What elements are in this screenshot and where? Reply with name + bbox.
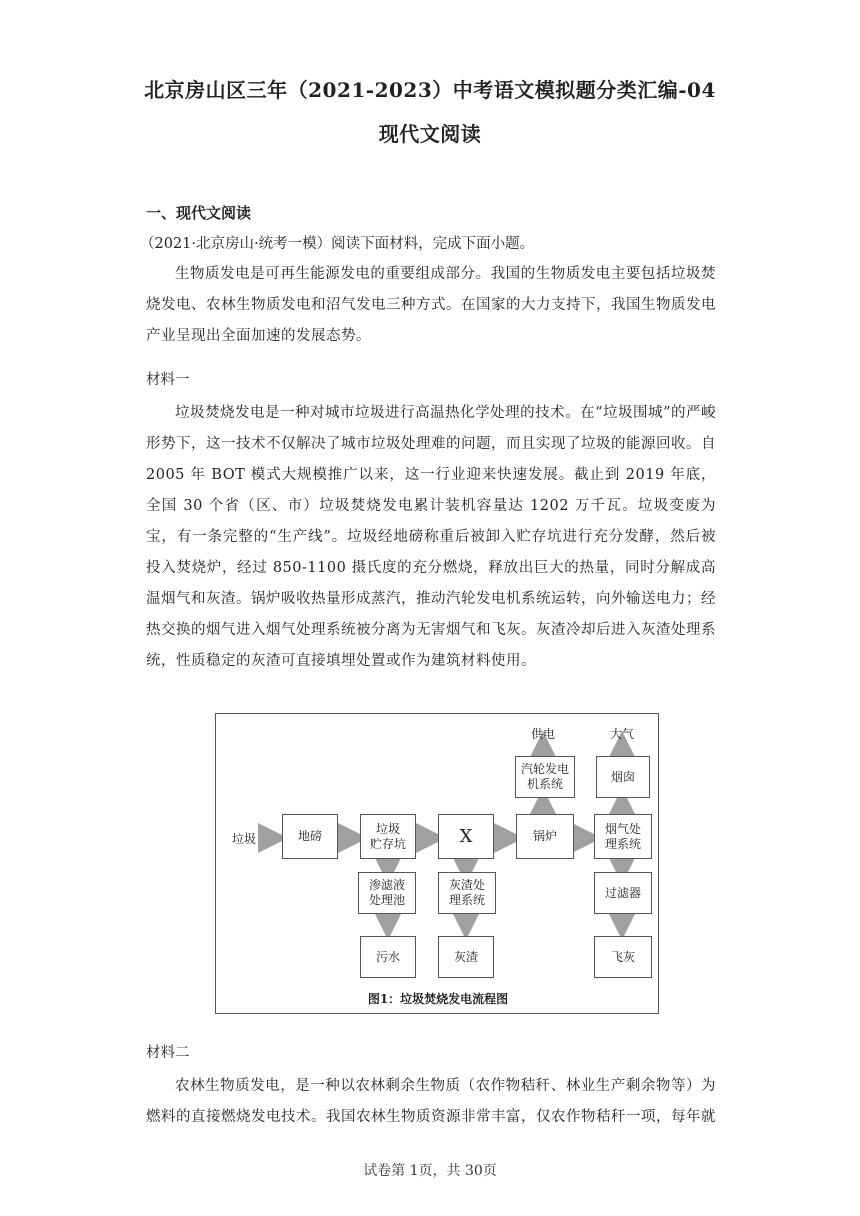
- flow-box-turbine: 汽轮发电 机系统: [515, 756, 575, 798]
- flow-box-flue-gas: 烟气处 理系统: [594, 814, 652, 859]
- flow-box-ash-system: 灰渣处 理系统: [438, 872, 496, 914]
- figure-caption: 图1：垃圾焚烧发电流程图: [367, 992, 509, 1006]
- flow-box-filter: 过滤器: [594, 872, 652, 914]
- flow-box-leachate: 渗滤液 处理池: [358, 872, 416, 914]
- flow-box-fly-ash: 飞灰: [594, 936, 652, 978]
- flow-box-x: X: [438, 814, 494, 859]
- flow-box-boiler: 锅炉: [516, 814, 574, 859]
- flow-box-storage-pit: 垃圾 贮存坑: [360, 814, 416, 859]
- flow-box-ash: 灰渣: [438, 936, 494, 978]
- section-heading: 一、现代文阅读: [146, 204, 252, 222]
- material-2-paragraph: 农林生物质发电，是一种以农林剩余生物质（农作物秸秆、林业生产剩余物等）为燃料的直接燃烧发电技术。我国农林生物质资源非常丰富，仅农作物秸秆一项，每年就: [146, 1078, 716, 1125]
- page-title-line-2: 现代文阅读: [378, 122, 482, 146]
- flow-label-power: 供电: [531, 727, 556, 741]
- flow-box-chimney: 烟囱: [596, 756, 650, 798]
- flowchart-figure: [215, 713, 659, 1014]
- flow-box-dibang: 地磅: [282, 814, 338, 859]
- material-1-label: 材料一: [146, 372, 190, 388]
- page-footer: 试卷第 1页，共 30页: [363, 1163, 497, 1179]
- page-title-line-1: 北京房山区三年（2021-2023）中考语文模拟题分类汇编-04: [144, 78, 716, 102]
- flow-label-atmosphere: 大气: [610, 727, 635, 741]
- intro-paragraph: 生物质发电是可再生能源发电的重要组成部分。我国的生物质发电主要包括垃圾焚烧发电、农林生物质发电和沼气发电三种方式。在国家的大力支持下，我国生物质发电产业呈现出全面加速的发展态势。: [146, 266, 716, 344]
- material-2-label: 材料二: [146, 1045, 190, 1061]
- flow-label-input: 垃圾: [232, 832, 257, 846]
- material-1-paragraph: 垃圾焚烧发电是一种对城市垃圾进行高温热化学处理的技术。在“垃圾围城”的严峻形势下，这一技术不仅解决了城市垃圾处理难的问题，而且实现了垃圾的能源回收。自 2005 年 BOT 模式大规模推广以来，这一行业迎来快速发展。截止到 2019 年底，全国 30 个省（区、市）垃圾焚烧发电累计装机容量达 1202 万千瓦。垃圾变废为宝，有一条完整的“生产线”。垃圾经地磅称重后被卸入贮存坑进行充分发酵，然后被投入焚烧炉，经过 850-1100 摄氏度的充分燃烧，释放出巨大的热量，同时分解成高温烟气和灰渣。锅炉吸收热量形成蒸汽，推动汽轮发电机系统运转，向外输送电力；经热交换的烟气进入烟气处理系统被分离为无害烟气和飞灰。灰渣冷却后进入灰渣处理系统，性质稳定的灰渣可直接填埋处置或作为建筑材料使用。: [146, 405, 716, 669]
- source-line: （2021·北京房山·统考一模）阅读下面材料，完成下面小题。: [140, 236, 535, 252]
- flow-box-sewage: 污水: [360, 936, 416, 978]
